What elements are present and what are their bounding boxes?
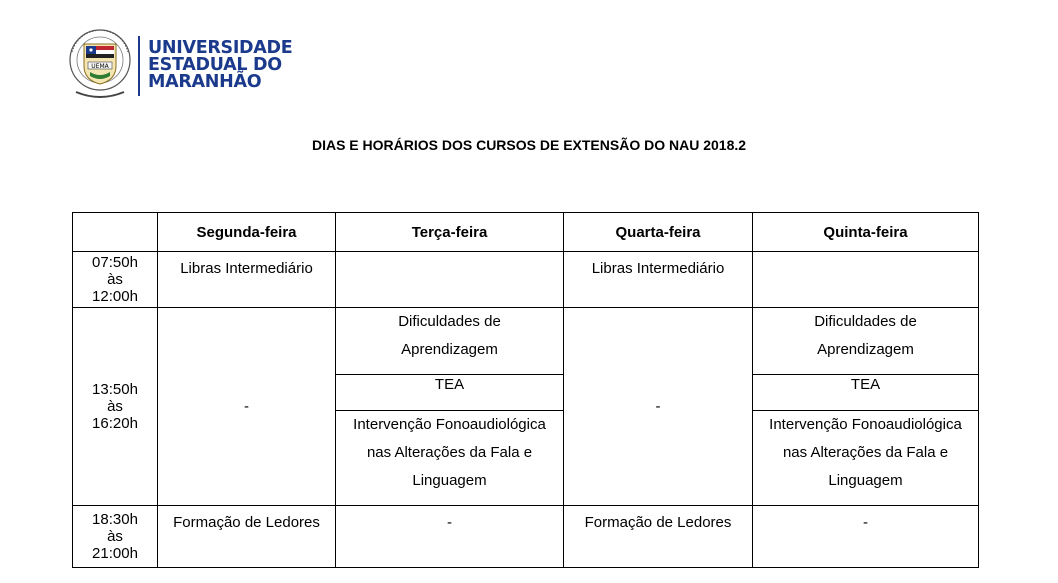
time-cell bbox=[73, 506, 158, 568]
time-start: 18:30h bbox=[92, 511, 138, 528]
schedule-table bbox=[72, 212, 979, 568]
time-sep: às bbox=[107, 271, 123, 288]
course-line: Linguagem bbox=[412, 472, 487, 489]
document-title: DIAS E HORÁRIOS DOS CURSOS DE EXTENSÃO DO NAU 2018.2 bbox=[311, 137, 747, 153]
course-line: nas Alterações da Fala e bbox=[366, 444, 533, 461]
time-sep: às bbox=[107, 528, 123, 545]
cell-terca bbox=[336, 252, 564, 308]
course-line: Dificuldades de bbox=[814, 313, 917, 330]
course-line: Aprendizagem bbox=[401, 341, 498, 358]
university-seal-icon bbox=[68, 22, 132, 104]
time-sep: às bbox=[107, 398, 123, 415]
course-line: Intervenção Fonoaudiológica bbox=[353, 416, 546, 433]
cell-quarta: - bbox=[564, 308, 753, 506]
course-line: Linguagem bbox=[828, 472, 903, 489]
time-start: 13:50h bbox=[92, 381, 138, 398]
time-start: 07:50h bbox=[92, 254, 138, 271]
course-line: Intervenção Fonoaudiológica bbox=[769, 416, 962, 433]
cell-quarta: Formação de Ledores bbox=[564, 506, 753, 568]
university-name-line3: MARANHÃO bbox=[148, 72, 262, 92]
time-end: 21:00h bbox=[92, 545, 138, 562]
cell-terca-course1 bbox=[336, 308, 564, 375]
header-quarta: Quarta-feira bbox=[564, 213, 753, 252]
table-row bbox=[73, 308, 979, 375]
university-name-line2: ESTADUAL DO bbox=[148, 55, 282, 75]
university-name bbox=[148, 40, 292, 91]
table-row bbox=[73, 506, 979, 568]
time-cell bbox=[73, 308, 158, 506]
header-terca: Terça-feira bbox=[336, 213, 564, 252]
university-name-line1: UNIVERSIDADE bbox=[148, 38, 293, 58]
header-time bbox=[73, 213, 158, 252]
logo-divider bbox=[138, 36, 140, 96]
cell-quinta bbox=[753, 252, 979, 308]
header-segunda: Segunda-feira bbox=[158, 213, 336, 252]
cell-terca: - bbox=[336, 506, 564, 568]
cell-segunda: - bbox=[158, 308, 336, 506]
cell-quinta-course3 bbox=[753, 411, 979, 506]
time-end: 16:20h bbox=[92, 415, 138, 432]
seal-uema-text: UEMA bbox=[91, 63, 109, 70]
cell-segunda: Libras Intermediário bbox=[158, 252, 336, 308]
course-line: Aprendizagem bbox=[817, 341, 914, 358]
table-row bbox=[73, 252, 979, 308]
course-line: Dificuldades de bbox=[398, 313, 501, 330]
cell-quinta-course2: TEA bbox=[753, 375, 979, 411]
cell-segunda: Formação de Ledores bbox=[158, 506, 336, 568]
time-end: 12:00h bbox=[92, 288, 138, 305]
cell-terca-course3 bbox=[336, 411, 564, 506]
cell-quinta: - bbox=[753, 506, 979, 568]
header-quinta: Quinta-feira bbox=[753, 213, 979, 252]
cell-terca-course2: TEA bbox=[336, 375, 564, 411]
course-line: nas Alterações da Fala e bbox=[782, 444, 949, 461]
cell-quinta-course1 bbox=[753, 308, 979, 375]
table-header-row bbox=[73, 213, 979, 252]
cell-quarta: Libras Intermediário bbox=[564, 252, 753, 308]
time-cell bbox=[73, 252, 158, 308]
